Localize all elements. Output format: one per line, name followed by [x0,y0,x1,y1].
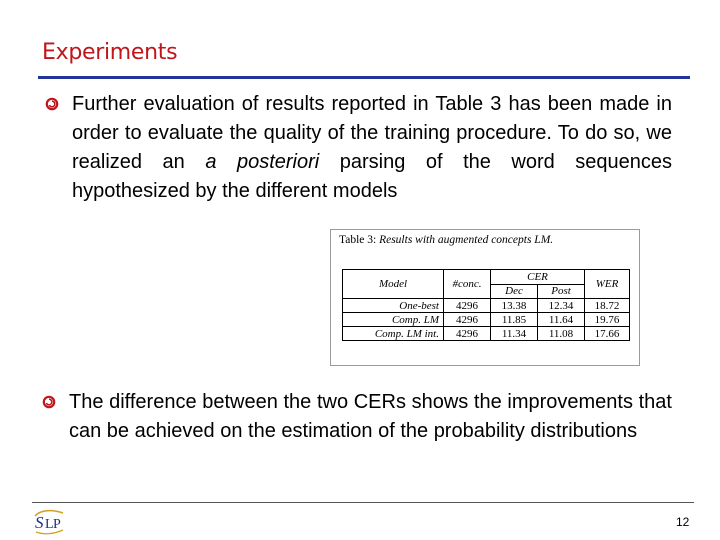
svg-text:P: P [53,517,61,532]
header-post: Post [538,284,585,299]
cell-dec: 13.38 [491,299,538,313]
page-number: 12 [676,515,690,529]
table-caption-text: Results with augmented concepts LM. [376,234,554,246]
cell-model: One-best [343,299,444,313]
table-header-row [343,270,630,285]
header-model: Model [343,270,444,299]
title-divider [38,76,690,79]
table-caption-label: Table 3: [339,234,377,246]
cell-post: 11.08 [538,327,585,341]
cell-conc: 4296 [444,299,491,313]
cell-model: Comp. LM int. [343,327,444,341]
header-wer: WER [585,270,630,299]
cell-wer: 17.66 [585,327,630,341]
cell-conc: 4296 [444,327,491,341]
results-table-figure [330,229,640,366]
bullet-paragraph-2: The difference between the two CERs shows the improvements that can be achieved on the estimation of the probability distributions [69,391,672,442]
svg-text:S: S [35,513,44,532]
swirl-bullet-icon [45,97,59,111]
cell-wer: 18.72 [585,299,630,313]
table-row [343,313,630,327]
bullet-1-text-end: parsing of the word sequences hypothesized by the different models [72,151,672,202]
header-conc: #conc. [444,270,491,299]
results-table [342,269,630,341]
bullet-1-text: Further evaluation of results reported in Table 3 has been made in order to evaluate the quality of the training procedure. To do so, we realized an [72,93,672,173]
slp-logo-icon [32,506,66,536]
cell-dec: 11.85 [491,313,538,327]
slide-title: Experiments [42,40,178,65]
footer-divider [32,502,694,503]
cell-post: 12.34 [538,299,585,313]
bullet-paragraph-1 [72,90,672,206]
swirl-bullet-icon [42,395,56,409]
table-caption [339,234,553,246]
cell-post: 11.64 [538,313,585,327]
cell-model: Comp. LM [343,313,444,327]
cell-conc: 4296 [444,313,491,327]
table-row [343,299,630,313]
svg-text:L: L [45,517,54,532]
cell-wer: 19.76 [585,313,630,327]
bullet-1-emphasis: a posteriori [205,151,320,173]
header-dec: Dec [491,284,538,299]
header-cer: CER [491,270,585,285]
table-row [343,327,630,341]
cell-dec: 11.34 [491,327,538,341]
